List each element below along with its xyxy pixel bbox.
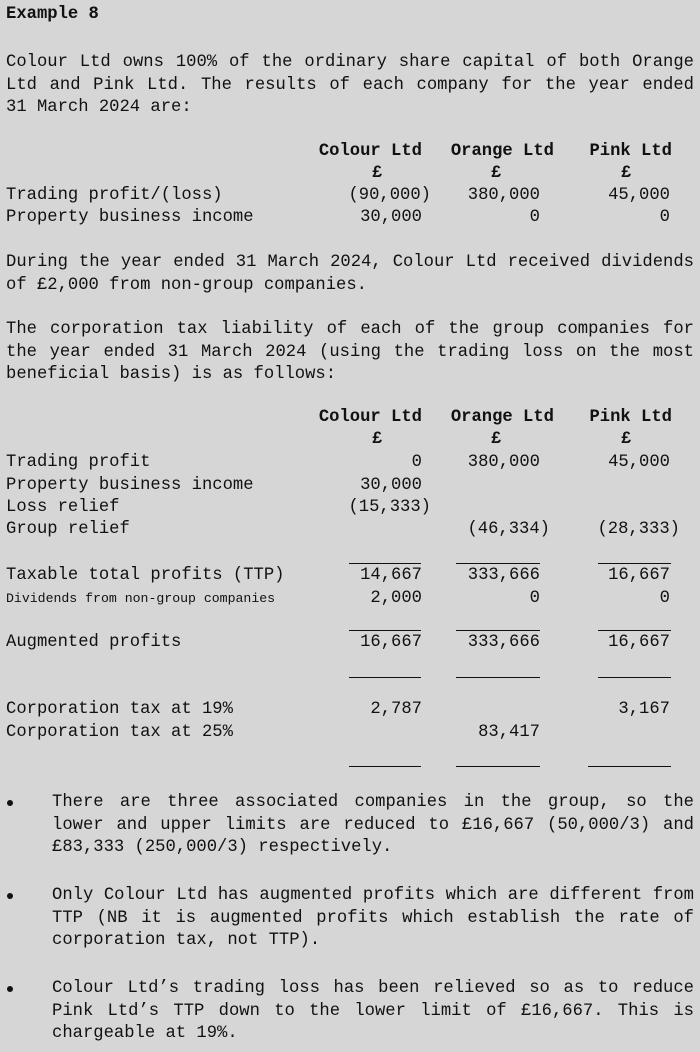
liability-paragraph: The corporation tax liability of each of the group companies for the year ended 31 March 2024 (using the trading loss on the most beneficial basis) is as follows: bbox=[6, 320, 694, 384]
comp-ttp-pink: 16,667 bbox=[608, 566, 670, 585]
comp-label-augmented: Augmented profits bbox=[6, 633, 182, 652]
bullet-marker bbox=[5, 891, 15, 901]
currency-orange: £ bbox=[491, 164, 502, 183]
comp-group-relief-orange: (46,334) bbox=[467, 520, 550, 539]
comp-trading-colour: 0 bbox=[411, 453, 422, 472]
intro-paragraph: Colour Ltd owns 100% of the ordinary share capital of both Orange Ltd and Pink Ltd. The results of each company for the year ended 31 March 2024 are: bbox=[6, 53, 694, 117]
comp-label-property: Property business income bbox=[6, 476, 254, 495]
comp-label-ttp: Taxable total profits (TTP) bbox=[6, 566, 285, 585]
comp-dividends-colour: 2,000 bbox=[370, 589, 422, 608]
rule-aug-orange bbox=[456, 630, 540, 631]
rule-ttp-pink bbox=[598, 563, 671, 564]
comp-augmented-colour: 16,667 bbox=[360, 633, 422, 652]
header2-orange-ltd: Orange Ltd bbox=[450, 408, 554, 427]
header2-pink-ltd: Pink Ltd bbox=[589, 408, 672, 427]
currency2-orange: £ bbox=[491, 430, 502, 449]
bullet-marker bbox=[5, 984, 15, 994]
comp-ttp-orange: 333,666 bbox=[467, 566, 540, 585]
rule-final-orange bbox=[456, 766, 540, 767]
rule-aug-colour bbox=[349, 630, 421, 631]
comp-augmented-orange: 333,666 bbox=[467, 633, 540, 652]
dividends-paragraph: During the year ended 31 March 2024, Colour Ltd received dividends of £2,000 from non-group companies. bbox=[6, 253, 694, 295]
comp-label-loss-relief: Loss relief bbox=[6, 498, 120, 517]
bullet-associated-companies: There are three associated companies in the group, so the lower and upper limits are reduced to £16,667 (50,000/3) and £83,333 (250,000/3) respectively. bbox=[52, 793, 694, 857]
comp-label-dividends: Dividends from non-group companies bbox=[6, 591, 276, 606]
comp-dividends-orange: 0 bbox=[529, 589, 540, 608]
bullet-augmented-profits: Only Colour Ltd has augmented profits which are different from TTP (NB it is augmented profits which establish the rate of corporation tax, not TTP). bbox=[52, 886, 694, 950]
rule-ttp-orange bbox=[456, 563, 540, 564]
cell-property-pink: 0 bbox=[659, 208, 670, 227]
rule-aug2-colour bbox=[349, 677, 421, 678]
comp-ttp-colour: 14,667 bbox=[360, 566, 422, 585]
comp-trading-orange: 380,000 bbox=[467, 453, 540, 472]
comp-property-colour: 30,000 bbox=[360, 476, 422, 495]
cell-property-colour: 30,000 bbox=[360, 208, 422, 227]
row-label-trading: Trading profit/(loss) bbox=[6, 186, 223, 205]
rule-aug2-orange bbox=[456, 677, 540, 678]
header-colour-ltd: Colour Ltd bbox=[318, 142, 422, 161]
rule-aug-pink bbox=[598, 630, 671, 631]
comp-ct19-pink: 3,167 bbox=[618, 700, 670, 719]
bullet-marker bbox=[5, 798, 15, 808]
comp-augmented-pink: 16,667 bbox=[608, 633, 670, 652]
currency-pink: £ bbox=[621, 164, 632, 183]
comp-loss-relief-colour: (15,333) bbox=[348, 498, 431, 517]
header-orange-ltd: Orange Ltd bbox=[450, 142, 554, 161]
cell-property-orange: 0 bbox=[529, 208, 540, 227]
bullet-trading-loss-relief: Colour Ltd’s trading loss has been relieved so as to reduce Pink Ltd’s TTP down to the lower limit of £16,667. This is chargeable at 19%. bbox=[52, 979, 694, 1043]
comp-label-ct19: Corporation tax at 19% bbox=[6, 700, 233, 719]
rule-final-colour bbox=[349, 766, 421, 767]
row-label-property: Property business income bbox=[6, 208, 254, 227]
comp-ct19-colour: 2,787 bbox=[370, 700, 422, 719]
currency2-pink: £ bbox=[621, 430, 632, 449]
currency2-colour: £ bbox=[372, 430, 383, 449]
rule-aug2-pink bbox=[598, 677, 671, 678]
cell-trading-colour: (90,000) bbox=[348, 186, 431, 205]
header-pink-ltd: Pink Ltd bbox=[589, 142, 672, 161]
comp-label-group-relief: Group relief bbox=[6, 520, 130, 539]
comp-label-ct25: Corporation tax at 25% bbox=[6, 723, 233, 742]
comp-trading-pink: 45,000 bbox=[608, 453, 670, 472]
cell-trading-pink: 45,000 bbox=[608, 186, 670, 205]
example-title: Example 8 bbox=[6, 5, 99, 24]
currency-colour: £ bbox=[372, 164, 383, 183]
cell-trading-orange: 380,000 bbox=[467, 186, 540, 205]
comp-ct25-orange: 83,417 bbox=[478, 723, 540, 742]
comp-label-trading: Trading profit bbox=[6, 453, 151, 472]
comp-group-relief-pink: (28,333) bbox=[597, 520, 680, 539]
header2-colour-ltd: Colour Ltd bbox=[318, 408, 422, 427]
rule-final-pink bbox=[588, 766, 671, 767]
comp-dividends-pink: 0 bbox=[659, 589, 670, 608]
rule-ttp-colour bbox=[349, 563, 421, 564]
